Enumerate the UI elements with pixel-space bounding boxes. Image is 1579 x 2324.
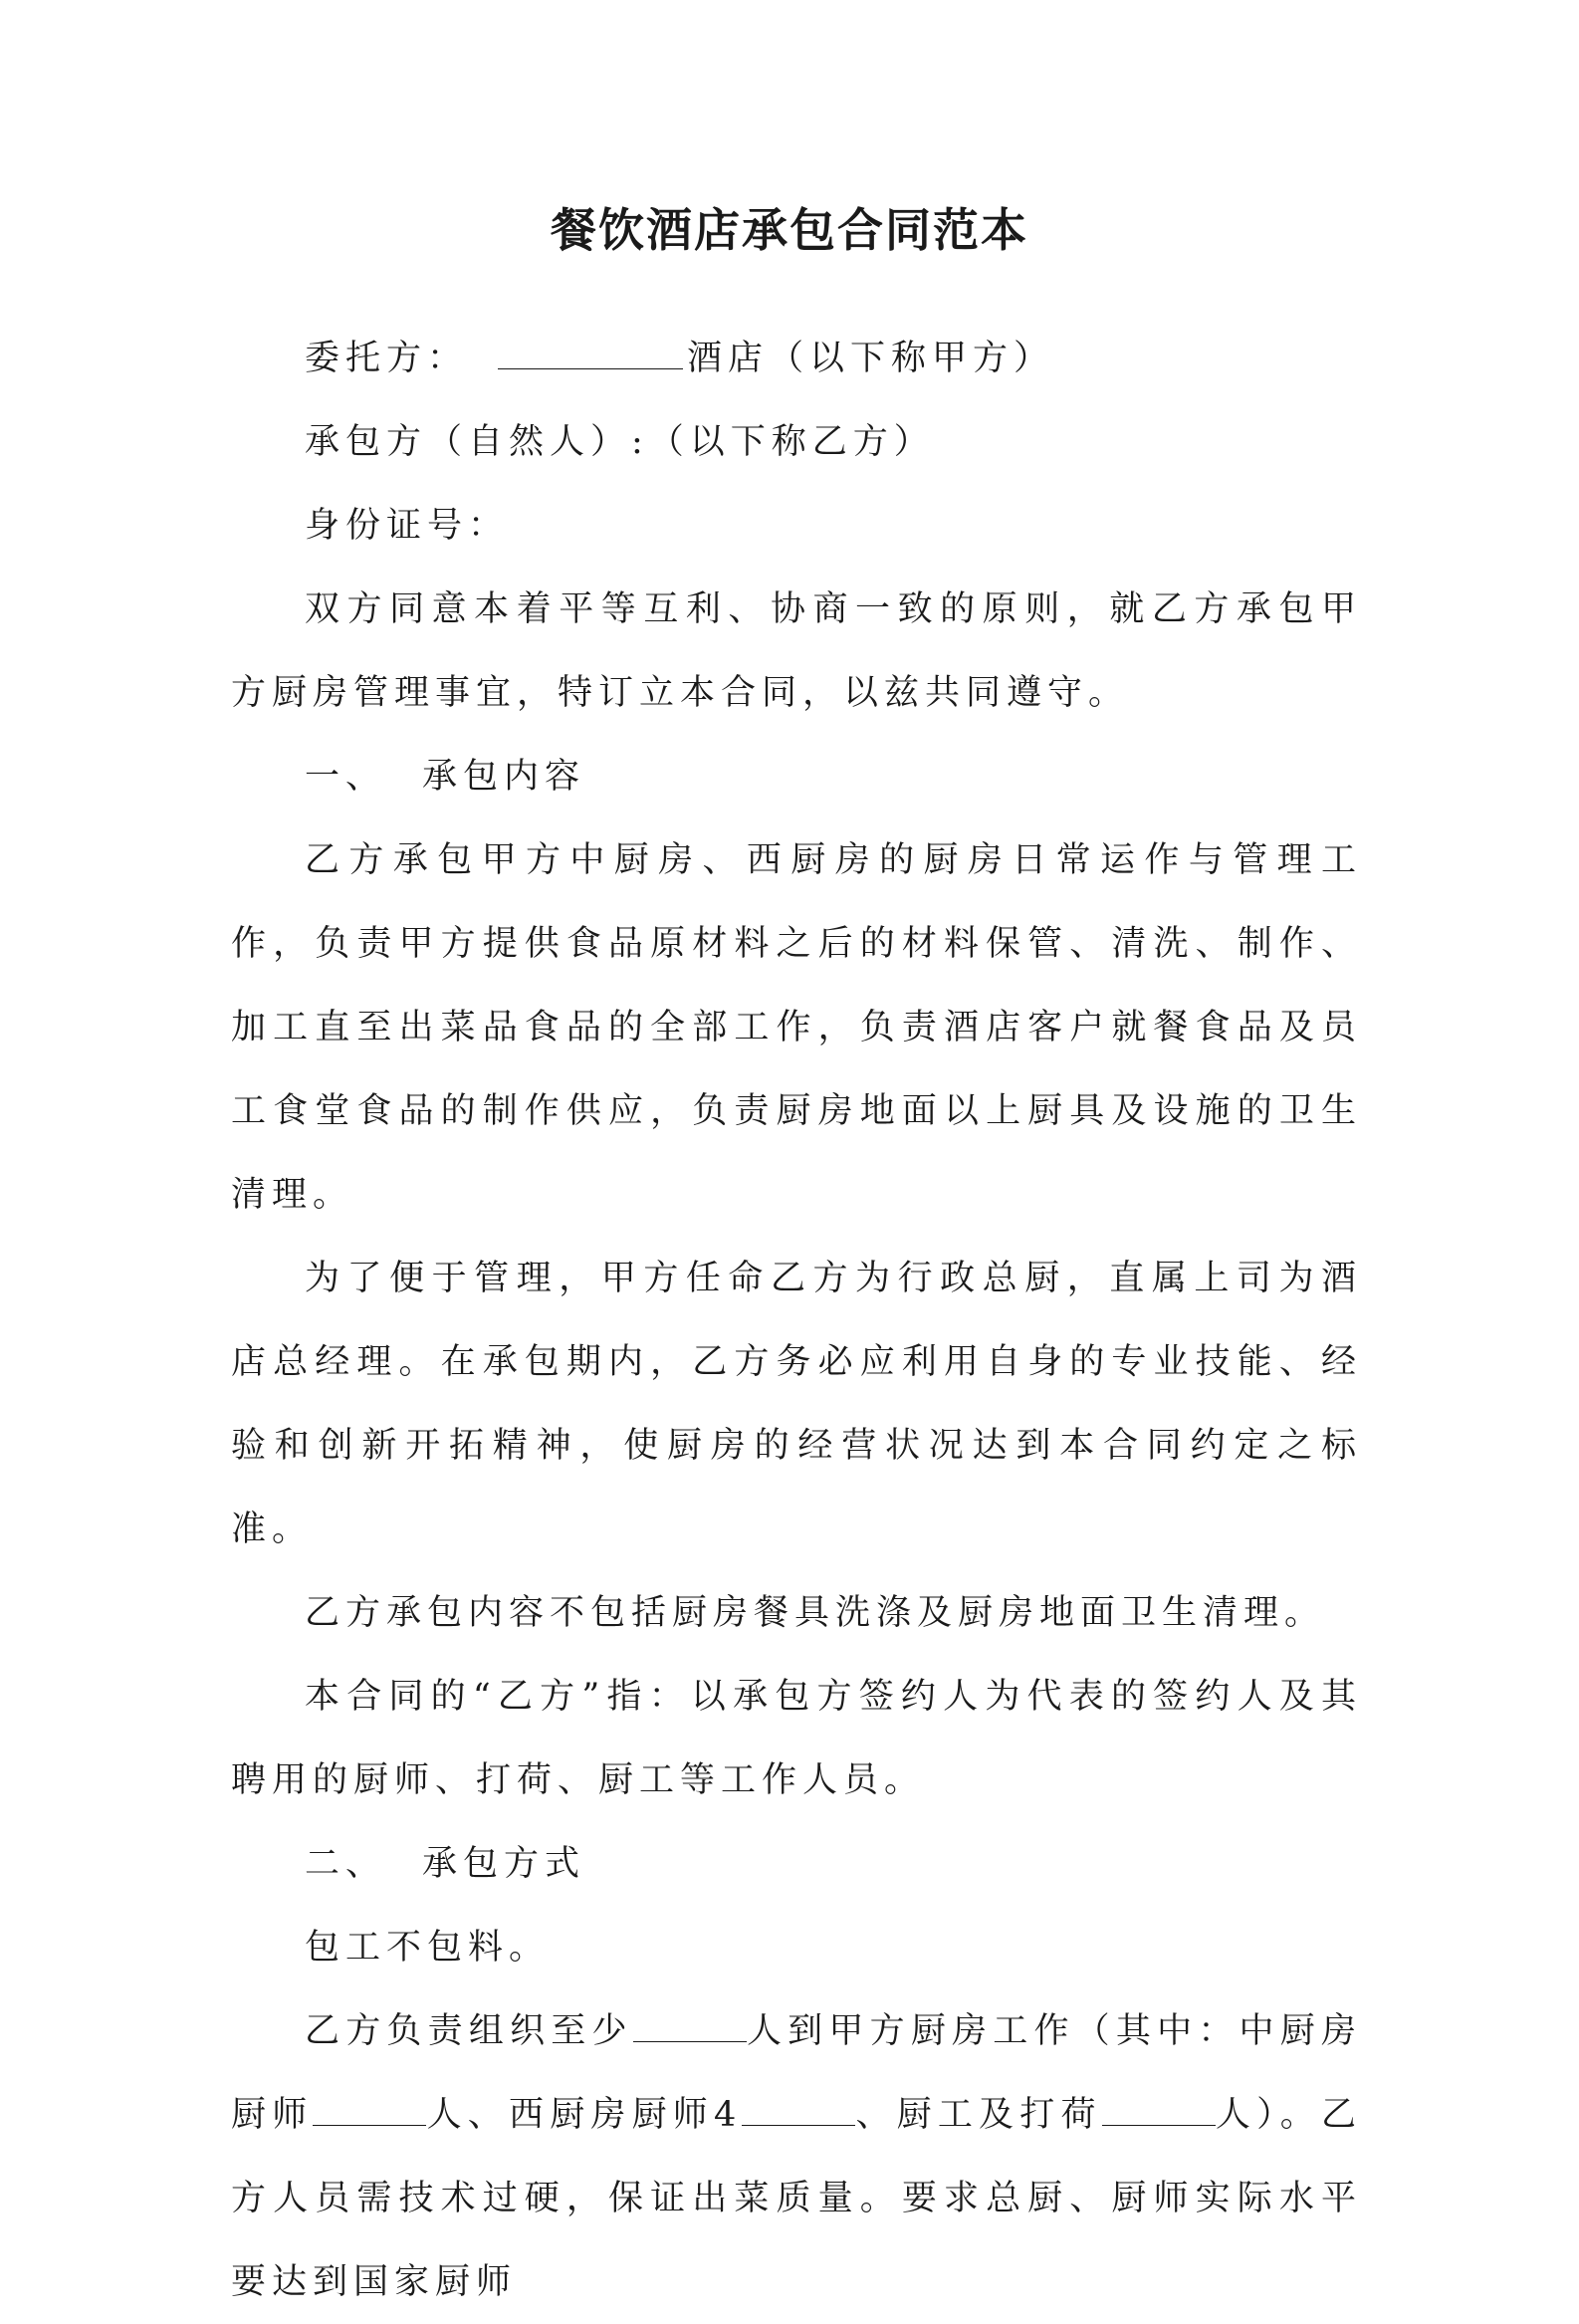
western-kitchen-chef-blank <box>742 2081 855 2126</box>
section-2-heading <box>231 1822 1362 1906</box>
section-1-paragraph-2: 为了便于管理，甲方任命乙方为行政总厨，直属上司为酒店总经理。在承包期内，乙方务必应利用自身的专业技能、经验和创新开拓精神，使厨房的经营状况达到本合同约定之标准。 <box>231 1259 1362 1549</box>
party-a-name-blank <box>498 325 683 369</box>
kitchen-helper-blank <box>1102 2081 1216 2126</box>
staffing-text-2: 人到甲方厨房工作（其中：中厨房厨师 <box>231 2011 1362 2135</box>
section-1-heading <box>231 735 1362 818</box>
section-1-paragraph-4: 本合同的“乙方”指：以承包方签约人为代表的签约人及其聘用的厨师、打荷、厨工等工作人员。 <box>231 1677 1362 1800</box>
document-title: 餐饮酒店承包合同范本 <box>551 203 1028 257</box>
section-1-number: 一、 <box>305 757 387 797</box>
staffing-text-1: 乙方负责组织至少 <box>305 2011 633 2051</box>
document-body <box>231 317 1362 2324</box>
chinese-kitchen-chef-blank <box>313 2081 426 2126</box>
section-2-paragraph-2 <box>231 1989 1362 2324</box>
total-staff-blank <box>633 1997 747 2042</box>
section-1-paragraph-3: 乙方承包内容不包括厨房餐具洗涤及厨房地面卫生清理。 <box>305 1593 1326 1633</box>
staffing-text-5: 人）。乙方人员需技术过硬，保证出菜质量。要求总厨、厨师实际水平要达到国家厨师 <box>231 2095 1362 2302</box>
section-1-paragraph-1: 乙方承包甲方中厨房、西厨房的厨房日常运作与管理工作，负责甲方提供食品原材料之后的材料保管、清洗、制作、加工直至出菜品食品的全部工作，负责酒店客户就餐食品及员工食堂食品的制作供应，负责厨房地面以上厨具及设施的卫生清理。 <box>231 840 1362 1215</box>
id-number-line: 身份证号： <box>305 506 510 546</box>
party-b-line: 承包方（自然人）:（以下称乙方） <box>305 422 935 462</box>
section-1-title: 承包内容 <box>422 757 586 797</box>
intro-paragraph: 双方同意本着平等互利、协商一致的原则，就乙方承包甲方厨房管理事宜，特订立本合同，以兹共同遵守。 <box>231 589 1362 713</box>
party-a-line <box>231 317 1362 400</box>
staffing-text-3: 人、西厨房厨师4 <box>426 2095 743 2135</box>
section-2-number: 二、 <box>305 1844 387 1884</box>
party-a-label: 委托方： <box>305 339 469 378</box>
party-a-suffix: 酒店（以下称甲方） <box>687 339 1055 378</box>
section-2-title: 承包方式 <box>422 1844 586 1884</box>
staffing-text-4: 、厨工及打荷 <box>855 2095 1102 2135</box>
section-2-paragraph-1: 包工不包料。 <box>305 1928 551 1968</box>
